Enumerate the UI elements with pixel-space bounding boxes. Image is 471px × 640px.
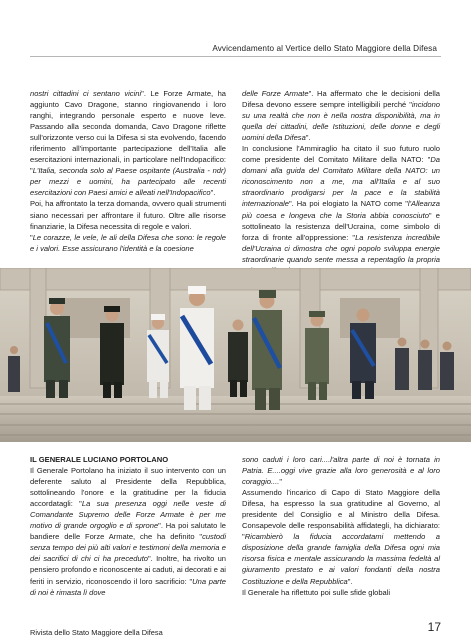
paragraph [242,587,440,598]
quote-run: Ricambierò la fiducia accordatami mettendo a disposizione della grande famiglia della Difesa ogni mia risorsa fisica e mentale assicurando la massima fedeltà al giuramento prestato e ai valori fondanti della nostra Costituzione e della Repubblica [242,532,440,586]
page-number: 17 [427,620,441,634]
text-column-right-top [242,88,440,276]
paragraph [30,232,226,254]
quote-run: incidono su una realtà che non è nella nostra disponibilità, ma in quella dei cittadini, delle Istituzioni, delle donne e degli uomini della Difesa [242,100,440,143]
footer-publication: Rivista dello Stato Maggiore della Difesa [30,628,163,637]
text-run: Poi, ha affrontato la terza domanda, ovvero quali strumenti siano necessari per affrontare il futuro. Oltre alle risorse finanziarie, la Difesa necessita di regole e valori. [30,199,226,231]
section-body [30,465,226,598]
text-column-left-top [30,88,226,254]
quote-run: Da domani alla guida del Comitato Militare della NATO: un riconoscimento non a me, ma all'Italia e al suo straordinario prodigarsi per la pace e la stabilità internazionale [242,155,440,209]
text-run: Il Generale ha riflettuto poi sulle sfide globali [242,587,391,597]
quote-run: sono caduti i loro cari....l'altra parte di noi è tornata in Patria. E....oggi vive grazie alla loro generosità e al loro coraggio.... [242,455,440,487]
text-run: Il Generale Portolano ha iniziato il suo intervento con un deferente saluto al Presidente della Repubblica, sottolineando l'onore e la gratitudine per la fiducia accordatagli: " [30,466,226,509]
quote-run: nostri cittadini ci sentano vicini [30,89,142,98]
quote-run: l'Alleanza più coesa e longeva che la Storia abbia conosciuto [242,199,440,220]
text-run: " [279,477,283,487]
paragraph [242,143,440,276]
quote-run: Le corazze, le vele, le ali della Difesa che sono: le regole e i valori. Esse assicurano l'identità e la coesione [30,232,226,253]
quote-run: La resistenza incredibile dell'Ucraina ci dimostra che ogni popolo sviluppa energie straordinarie quando sente messa a repentaglio la propria [242,232,440,264]
text-run: ". [305,133,311,143]
running-header: Avvicendamento al Vertice dello Stato Maggiore della Difesa [212,44,437,53]
quote-run: delle Forze Armate [242,89,309,98]
header-rule [30,56,441,57]
text-run: ". [347,576,353,586]
text-run: ". Inoltre, ha rivolto un pensiero profondo e riconoscente ai caduti, ai decorati e ai feriti in servizio, riconoscendo il loro sacrificio: " [30,554,226,586]
paragraph [242,487,440,586]
text-run: ". Le Forze Armate, ha aggiunto Cavo Dragone, stanno ringiovanendo i loro ranghi, integrando personale esperto e nuove leve. Passando alla seconda domanda, Cavo Dragone riflette sull'orizzonte verso cui la Difesa si sta evolvendo, facendo riferimento all'importante partecipazione dell'Italia alle esercitazioni internazionali, in particolare nell'Indopacifico: " [30,89,227,176]
text-column-left-bottom [30,454,226,598]
text-run: " e sottolineato la resistenza dell'Ucraina, come simbolo di forza di fronte all'oppressione: " [242,210,441,242]
quote-run: L'Italia, seconda solo al Paese ospitante (Australia - ndr) per mezzi e uomini, ha partecipato alle recenti esercitazioni con Paesi amici e alleati nell'Indopacifico [30,166,226,198]
quote-run: custodi senza tempo dei più alti valori e testimoni della memoria e dei sacrifici di chi ci ha preceduto [30,532,226,564]
quote-run: Una parte di noi è rimasta lì dove [30,576,226,597]
text-run: Assumendo l'incarico di Capo di Stato Maggiore della Difesa, ha espresso la sua gratitudine al Governo, al presidente del Consiglio e al Ministro della Difesa. Consapevole delle responsabilità affidategli, ha dichiarato: " [242,488,440,542]
ceremony-photo [0,268,471,442]
paragraph [242,88,440,143]
text-run: " [30,232,33,242]
quote-run: La sua presenza oggi nelle veste di Comandante Supremo delle Forze Armate è per me motivo di grande orgoglio e di sprone [30,499,226,531]
text-run: ". Ha affermato che le decisioni della Difesa devono essere sempre intelligibili perché " [242,89,440,110]
text-run: ". [210,188,216,198]
text-run: ". Ha poi salutato le bandiere delle Forze Armate, che ha definito " [30,521,226,542]
paragraph [30,88,226,198]
section-subheading: IL GENERALE LUCIANO PORTOLANO [30,455,169,464]
paragraph [30,465,226,598]
text-run: In conclusione l'Ammiraglio ha citato il suo futuro ruolo come presidente del Comitato Militare della NATO: " [242,144,440,165]
text-run: ". Ha poi elogiato la NATO come " [289,199,408,209]
paragraph [30,198,226,231]
paragraph [242,454,440,487]
text-column-right-bottom [242,454,440,598]
